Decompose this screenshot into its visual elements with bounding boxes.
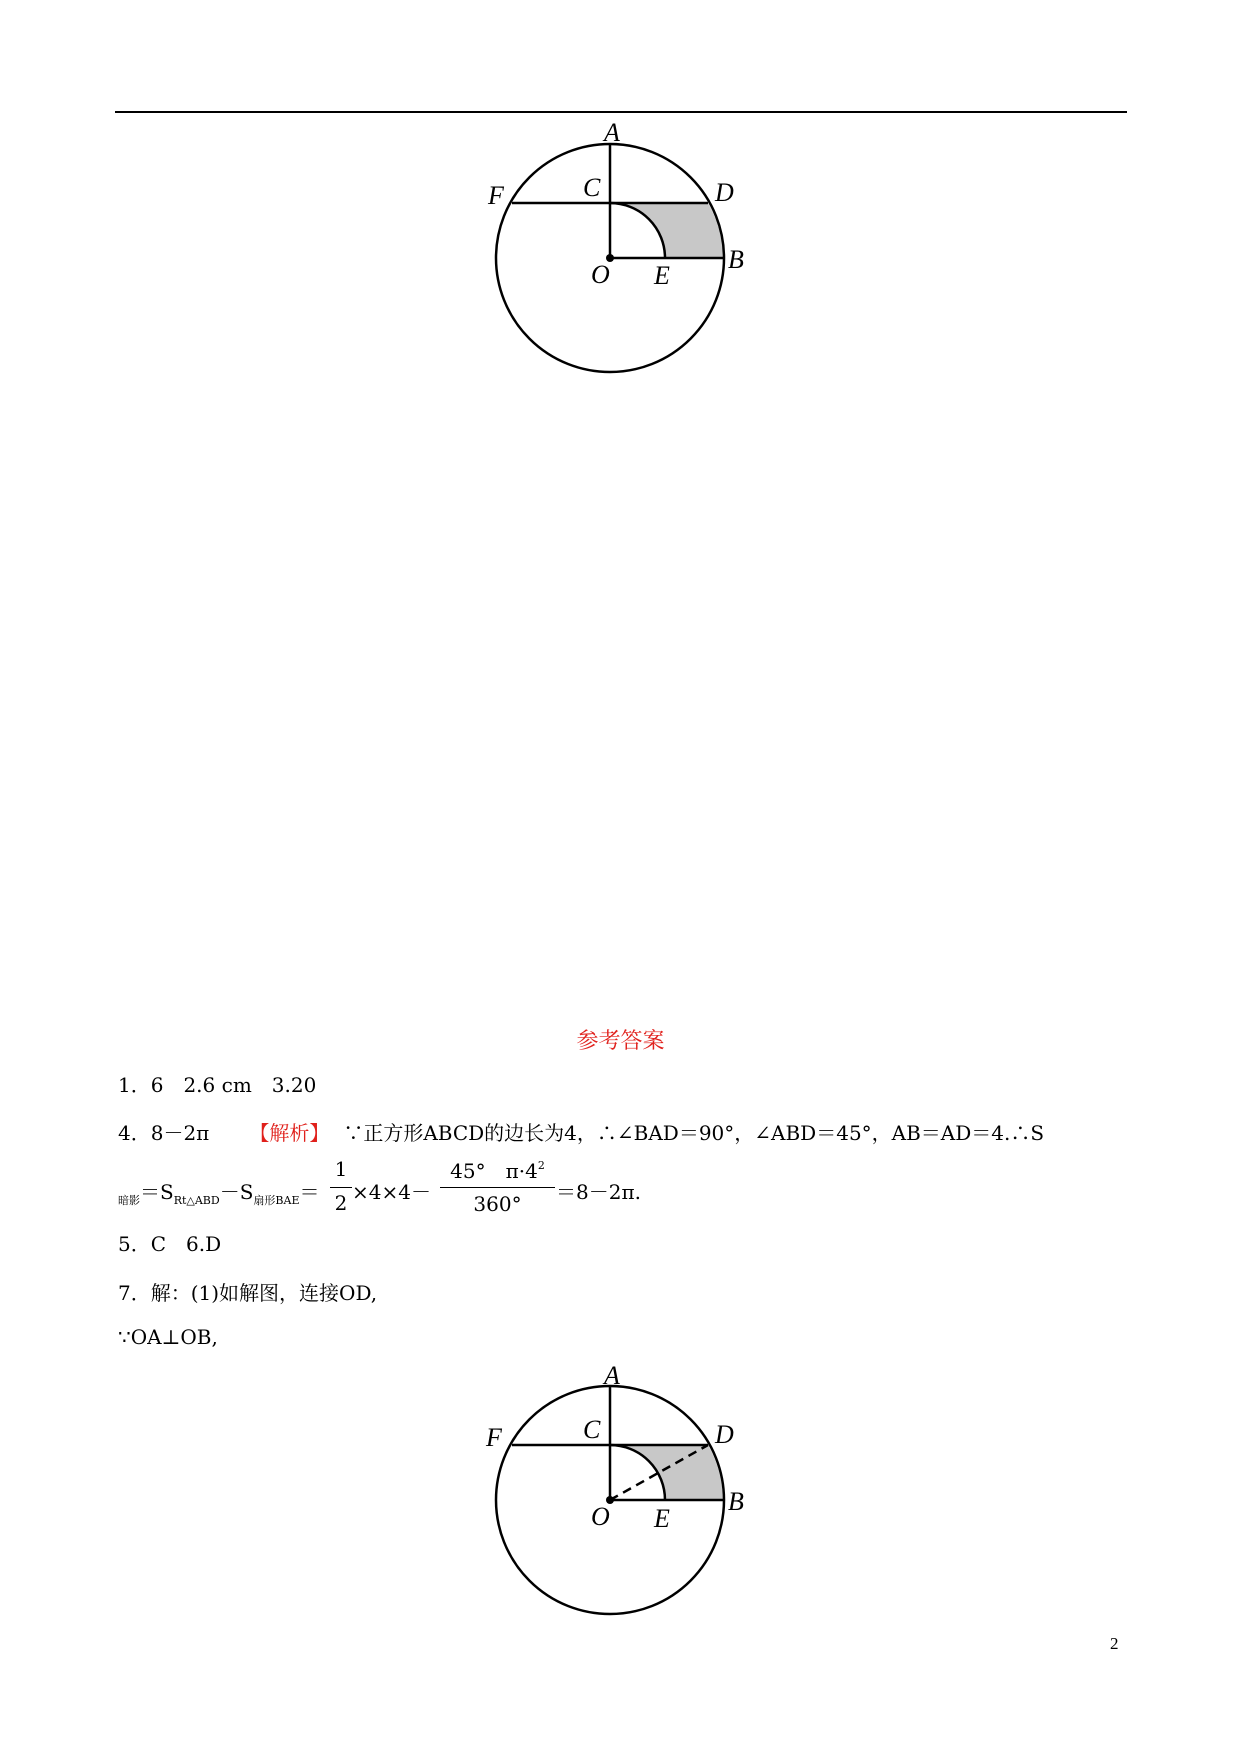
- label-o: O: [591, 260, 610, 289]
- answer-4-line: [118, 1117, 1044, 1146]
- shaded-region: [610, 203, 723, 258]
- label-b: B: [728, 1487, 744, 1516]
- fraction-2-bar: [440, 1187, 555, 1188]
- fraction-1-numerator: 1: [334, 1157, 348, 1181]
- analysis-tag: 【解析】: [249, 1121, 330, 1145]
- label-e: E: [654, 1504, 670, 1533]
- sub-triangle: Rt△ABD: [173, 1194, 220, 1207]
- answers-1-3: 1．6 2.6 cm 3.20: [118, 1073, 317, 1097]
- figure-svg-bottom: [440, 1361, 760, 1625]
- formula-eq1: ＝S: [140, 1180, 174, 1204]
- formula-minus: －S: [219, 1180, 254, 1204]
- figure-circle-top: [440, 120, 760, 380]
- sub-sector: 扇形BAE: [253, 1194, 300, 1207]
- label-f: F: [486, 1423, 502, 1452]
- label-d: D: [715, 1420, 734, 1449]
- formula-multiply: ×4×4－: [352, 1180, 431, 1204]
- answers-title: 参考答案: [576, 1029, 665, 1054]
- fraction-1-denominator: 2: [334, 1191, 348, 1215]
- page-number: 2: [1110, 1634, 1119, 1653]
- figure-circle-bottom: [440, 1361, 760, 1625]
- label-a: A: [604, 1361, 620, 1390]
- answers-5-6: 5．C 6.D: [118, 1232, 222, 1256]
- fraction-2-denominator: 360°: [473, 1192, 522, 1216]
- label-a: A: [604, 118, 620, 147]
- figure-svg-top: [440, 120, 760, 380]
- sub-shadow: 暗影: [118, 1194, 140, 1207]
- formula-result: ＝8－2π.: [556, 1180, 641, 1204]
- fraction-2-numerator: [440, 1155, 555, 1184]
- label-c: C: [583, 1415, 601, 1444]
- label-c: C: [583, 173, 601, 202]
- label-b: B: [728, 245, 744, 274]
- label-o: O: [591, 1502, 610, 1531]
- answer-4-text: ∵正方形ABCD的边长为4，∴∠BAD＝90°，∠ABD＝45°，AB＝AD＝4.∴S: [343, 1121, 1045, 1145]
- label-d: D: [715, 178, 734, 207]
- header-rule: [115, 111, 1127, 113]
- answer-4-number: 4．8－2π: [118, 1121, 210, 1145]
- label-f: F: [488, 181, 504, 210]
- formula-eq2: ＝: [299, 1180, 320, 1204]
- fraction-2-exponent: 2: [537, 1159, 545, 1172]
- label-e: E: [654, 261, 670, 290]
- answer-7-because: ∵OA⊥OB,: [118, 1325, 218, 1349]
- fraction-1-bar: [330, 1187, 352, 1188]
- answer-7-start: 7．解：(1)如解图，连接OD,: [118, 1281, 378, 1305]
- fraction-2-numerator-text: 45° π·4: [450, 1159, 538, 1183]
- answer-4-formula: [118, 1176, 319, 1205]
